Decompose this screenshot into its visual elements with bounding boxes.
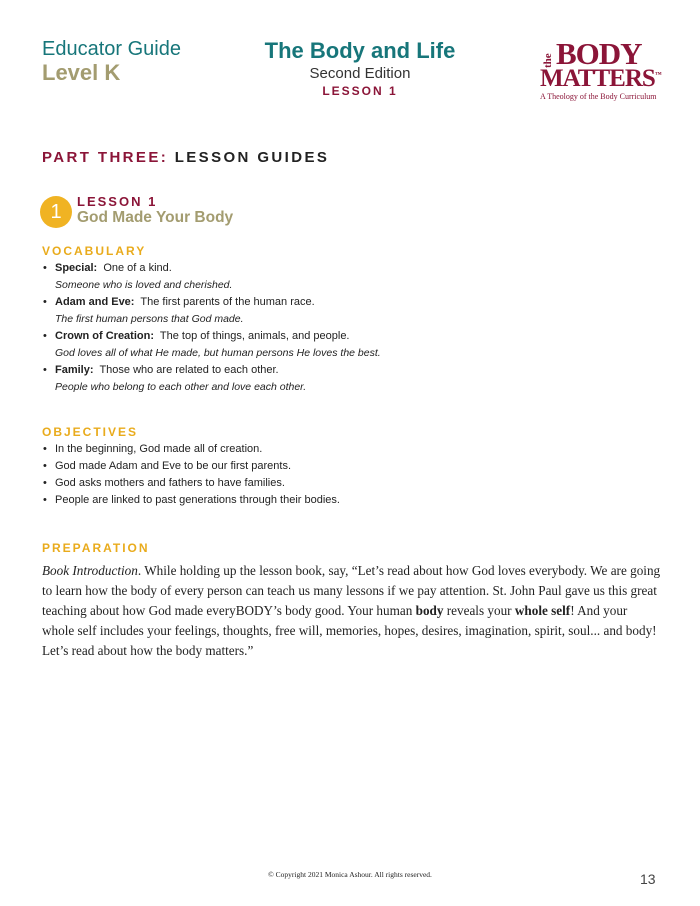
vocab-definition: The top of things, animals, and people. <box>159 330 350 342</box>
para-text: reveals your <box>443 603 515 618</box>
part-prefix: PART THREE: <box>42 149 169 166</box>
logo-tagline: A Theology of the Body Curriculum <box>540 92 657 101</box>
objective-item: • God asks mothers and fathers to have families. <box>42 475 642 492</box>
vocab-item <box>42 328 642 362</box>
preparation-paragraph <box>42 561 662 661</box>
vocab-example: Someone who is loved and cherished. <box>55 279 233 291</box>
para-text: ! And your whole self includes your feelings, thoughts, free will, memories, hopes, desires, imagination, spirit, soul... and body! Let’s read about how the body matters.” <box>42 603 657 658</box>
para-bold: body <box>415 603 444 618</box>
para-lead: Book Introduction <box>42 563 138 578</box>
vocab-term: Special: <box>55 262 98 274</box>
educator-guide-label: Educator Guide <box>42 38 181 60</box>
para-bold: whole self <box>514 603 571 618</box>
vocab-example: God loves all of what He made, but human persons He loves the best. <box>55 347 381 359</box>
level-label: Level K <box>42 60 121 85</box>
vocab-definition: One of a kind. <box>103 262 172 274</box>
vocab-definition: Those who are related to each other. <box>99 364 279 376</box>
logo-tm: ™ <box>654 70 661 79</box>
book-title-block <box>240 38 480 98</box>
objective-item: • God made Adam and Eve to be our first parents. <box>42 458 642 475</box>
logo-matters <box>540 65 661 93</box>
vocab-item <box>42 260 642 294</box>
objectives-heading: OBJECTIVES <box>42 425 139 439</box>
copyright: © Copyright 2021 Monica Ashour. All rights reserved. <box>268 870 432 879</box>
edition: Second Edition <box>309 65 411 82</box>
vocab-term: Crown of Creation: <box>55 330 154 342</box>
part-heading <box>42 149 329 166</box>
vocab-item <box>42 294 642 328</box>
page-number: 13 <box>640 871 656 887</box>
logo-body: BODY <box>556 36 642 71</box>
objectives-list <box>42 441 642 509</box>
lesson-label: LESSON 1 <box>77 194 158 209</box>
vocab-item <box>42 362 642 396</box>
vocab-term: Family: <box>55 364 94 376</box>
lesson-number-badge: 1 <box>40 196 72 228</box>
logo-the: the <box>542 53 554 68</box>
para-text: . While holding up the lesson book, say, “Let’s read about how God loves everybody. We are going to learn how the body of every person can teach us many lessons if we pay attention. St. John Paul gave us this great teaching about how God made everyBODY’s body good. Your human <box>42 563 661 618</box>
book-title: The Body and Life <box>264 38 456 63</box>
vocabulary-list <box>42 260 642 396</box>
vocab-example: The first human persons that God made. <box>55 313 244 325</box>
logo-matters-text: MATTERS <box>540 65 655 92</box>
vocabulary-heading: VOCABULARY <box>42 244 147 258</box>
part-title: LESSON GUIDES <box>174 149 330 166</box>
header-lesson: LESSON 1 <box>322 84 398 98</box>
preparation-heading: PREPARATION <box>42 541 150 555</box>
objective-item: • In the beginning, God made all of creation. <box>42 441 642 458</box>
lesson-title: God Made Your Body <box>77 209 234 226</box>
vocab-definition: The first parents of the human race. <box>140 296 315 308</box>
objective-item: • People are linked to past generations through their bodies. <box>42 492 642 509</box>
vocab-term: Adam and Eve: <box>55 296 135 308</box>
vocab-example: People who belong to each other and love each other. <box>55 381 307 393</box>
